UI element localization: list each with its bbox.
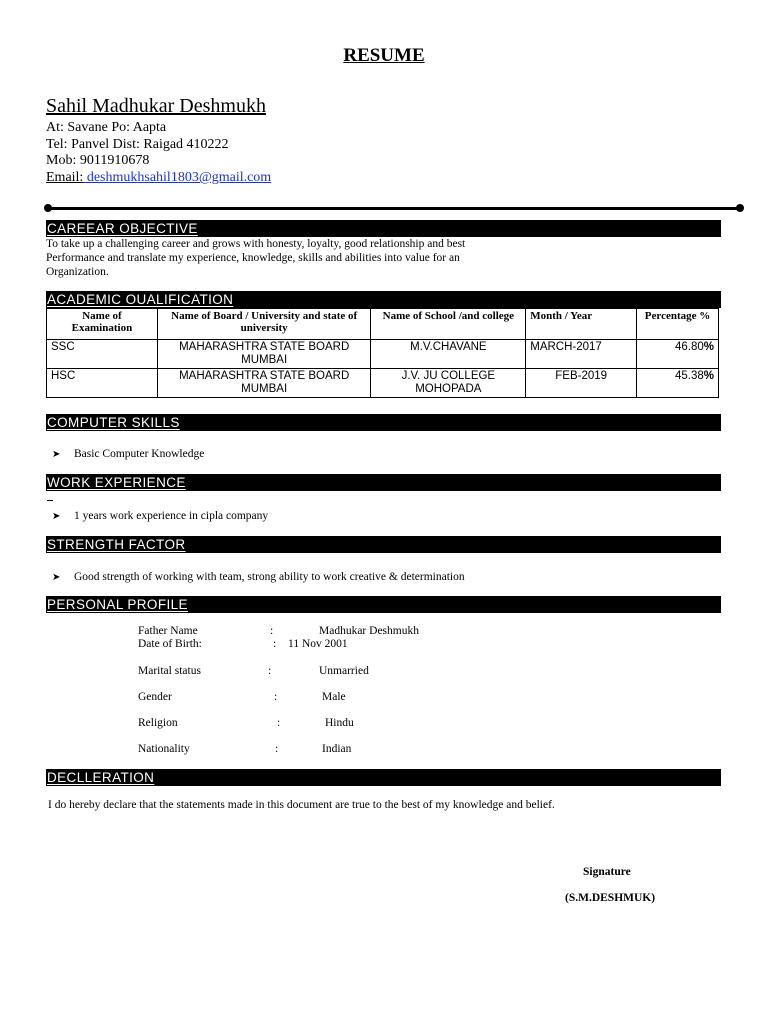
field-label-father-name: Father Name [138,625,198,637]
list-item [52,570,465,585]
field-colon: : [270,625,274,637]
field-colon: : [275,743,279,755]
field-colon: : [274,691,278,703]
academic-heading-bar [46,291,721,308]
declaration-heading-bar [46,769,721,786]
field-colon: : [273,638,277,650]
field-colon: : [268,665,272,677]
field-value-marital-status: Unmarried [319,665,369,677]
personal-heading-bar [46,596,721,613]
arrow-bullet-icon: ➤ [52,572,61,583]
declaration-heading: DECLLERATION [47,770,155,785]
field-label-religion: Religion [138,717,178,729]
email-line [46,170,271,186]
cell-percentage [637,369,719,398]
candidate-name: Sahil Madhukar Deshmukh [46,95,266,117]
field-label-gender: Gender [138,691,172,703]
objective-heading-bar [46,220,721,237]
field-label-nationality: Nationality [138,743,190,755]
strength-heading-bar [46,536,721,553]
work-heading-bar [46,474,721,491]
list-item [52,509,268,524]
email-link[interactable]: deshmukhsahil1803@gmail.com [83,170,272,185]
table-header-row [47,309,719,340]
field-value-dob: 11 Nov 2001 [288,638,348,650]
field-value-gender: Male [322,691,346,703]
col-header-month: Month / Year [526,309,637,340]
arrow-bullet-icon: ➤ [52,449,61,460]
cell-board: MAHARASHTRA STATE BOARD MUMBAI [157,369,371,398]
objective-line: Performance and translate my experience, knowledge, skills and abilities into value for an [46,252,460,264]
objective-heading: CAREEAR OBJECTIVE [47,221,198,236]
strength-heading: STRENGTH FACTOR [47,537,186,552]
table-row [47,340,719,369]
field-colon: : [277,717,281,729]
cell-month: FEB-2019 [526,369,637,398]
cell-exam: SSC [47,340,158,369]
percentage-value: 45.38 [674,370,704,382]
work-experience-text: 1 years work experience in cipla company [74,510,269,522]
computer-heading: COMPUTER SKILLS [47,415,180,430]
arrow-bullet-icon: ➤ [52,511,61,522]
cell-school: J.V. JU COLLEGE MOHOPADA [371,369,526,398]
field-value-religion: Hindu [325,717,354,729]
cell-percentage [637,340,719,369]
cell-exam: HSC [47,369,158,398]
signature-name: (S.M.DESHMUK) [565,892,656,904]
col-header-percentage: Percentage % [637,309,719,340]
computer-skill-text: Basic Computer Knowledge [74,448,205,460]
percentage-sign: % [703,370,714,382]
field-value-nationality: Indian [322,743,352,755]
personal-heading: PERSONAL PROFILE [47,597,188,612]
objective-text [46,237,536,279]
strength-text: Good strength of working with team, strong ability to work creative & determination [74,571,465,583]
academic-heading: ACADEMIC OUALIFICATION [47,292,234,307]
mobile-number: Mob: 9011910678 [46,153,150,168]
field-value-father-name: Madhukar Deshmukh [319,625,419,637]
computer-heading-bar [46,414,721,431]
signature-label: Signature [583,866,631,878]
percentage-value: 46.80 [674,341,704,353]
email-label: Email: [46,170,84,185]
objective-line: Organization. [46,266,109,278]
horizontal-rule [48,207,740,210]
address-line-1: At: Savane Po: Aapta [46,120,167,135]
objective-line: To take up a challenging career and grows with honesty, loyalty, good relationship and best [46,238,466,250]
field-label-dob: Date of Birth: [138,638,202,650]
cell-school: M.V.CHAVANE [371,340,526,369]
work-heading: WORK EXPERIENCE [47,475,186,490]
stray-dash [47,500,53,501]
field-label-marital-status: Marital status [138,665,201,677]
col-header-exam: Name of Examination [47,309,158,340]
resume-title: RESUME [343,45,425,66]
cell-month: MARCH-2017 [526,340,637,369]
col-header-board: Name of Board / University and state of university [157,309,371,340]
academic-table [46,308,719,398]
list-item [52,447,204,462]
declaration-text: I do hereby declare that the statements made in this document are true to the best of my knowledge and belief. [48,799,555,811]
cell-board: MAHARASHTRA STATE BOARD MUMBAI [157,340,371,369]
rule-right-dot [736,204,744,212]
percentage-sign: % [703,341,714,353]
address-line-2: Tel: Panvel Dist: Raigad 410222 [46,137,229,152]
col-header-school: Name of School /and college [371,309,526,340]
table-row [47,369,719,398]
